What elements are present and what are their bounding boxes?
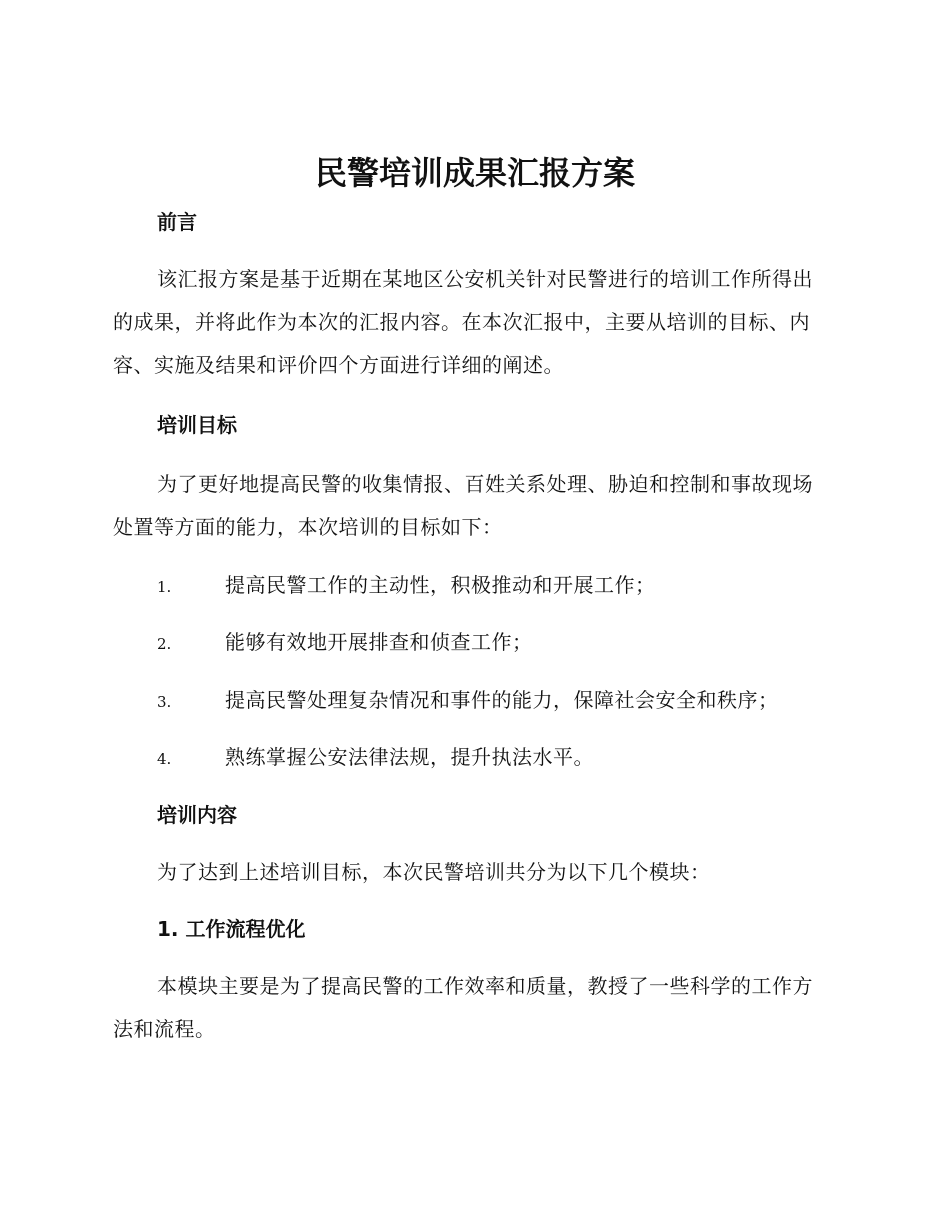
module-paragraph: 本模块主要是为了提高民警的工作效率和质量，教授了一些科学的工作方法和流程。 (113, 974, 813, 1041)
preface-paragraph: 该汇报方案是基于近期在某地区公安机关针对民警进行的培训工作所得出的成果，并将此作为本次的汇报内容。在本次汇报中，主要从培训的目标、内容、实施及结果和评价四个方面进行详细的阐述。 (113, 267, 813, 377)
section-heading-content: 培训内容 (157, 803, 237, 827)
list-item (157, 685, 837, 717)
list-item-text: 提高民警工作的主动性，积极推动和开展工作； (225, 573, 656, 597)
list-item-number: 1. (157, 578, 172, 596)
list-item-number: 3. (157, 693, 172, 711)
list-item-number: 2. (157, 635, 172, 653)
section-heading-goals: 培训目标 (157, 413, 237, 437)
list-item-text: 能够有效地开展排查和侦查工作； (225, 630, 533, 654)
content-paragraph: 为了达到上述培训目标，本次民警培训共分为以下几个模块： (157, 860, 711, 884)
list-item (157, 627, 837, 659)
list-item-text: 熟练掌握公安法律法规，提升执法水平。 (225, 745, 594, 769)
goals-paragraph: 为了更好地提高民警的收集情报、百姓关系处理、胁迫和控制和事故现场处置等方面的能力，本次培训的目标如下： (113, 472, 813, 539)
list-item (157, 742, 837, 774)
document-title: 民警培训成果汇报方案 (314, 154, 635, 192)
module-heading: 1. 工作流程优化 (157, 917, 306, 941)
list-item-number: 4. (157, 750, 172, 768)
list-item-text: 提高民警处理复杂情况和事件的能力，保障社会安全和秩序； (225, 688, 779, 712)
section-heading-preface: 前言 (157, 210, 197, 234)
list-item (157, 570, 837, 602)
